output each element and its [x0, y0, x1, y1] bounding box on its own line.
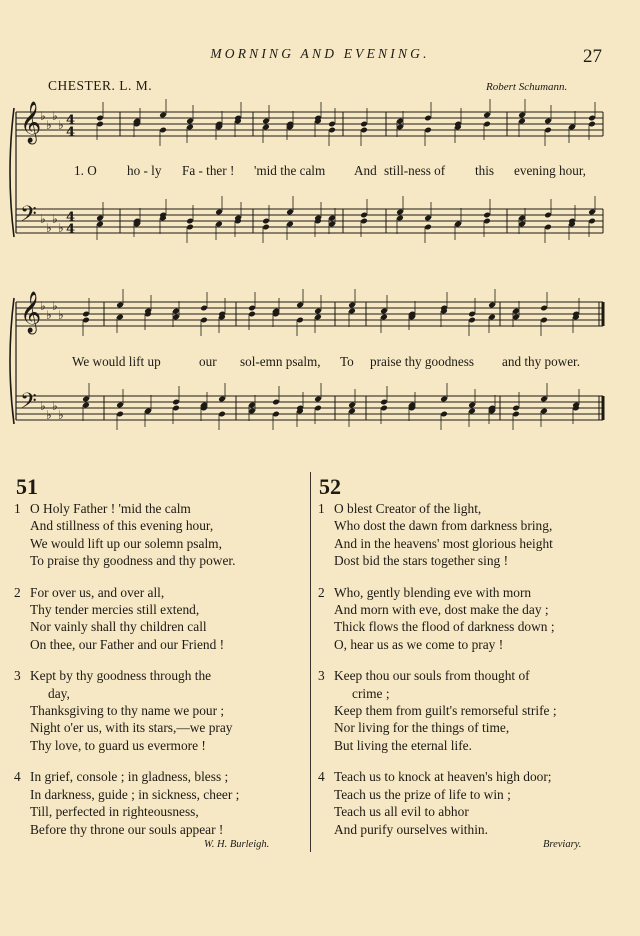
treble-1-time-top: 4 — [66, 113, 76, 128]
verse-line: Before thy throne our souls appear ! — [30, 821, 224, 837]
bass-2-clef: 𝄢 — [20, 389, 37, 419]
bass-1-clef: 𝄢 — [20, 202, 37, 232]
hymn52-verse-2 — [318, 584, 614, 654]
treble-2-flat: ♭ — [58, 308, 64, 322]
verse-line: For over us, and over all, — [30, 584, 165, 600]
treble-2-flat: ♭ — [52, 299, 58, 313]
lyric-2-6: and thy power. — [502, 354, 581, 369]
music-score — [0, 0, 640, 440]
verse-line: Keep them from guilt's remorseful strife ; — [334, 703, 557, 719]
verse-number: 3 — [14, 668, 21, 684]
verse-line: But living the eternal life. — [334, 737, 472, 753]
hymn52-verse-4 — [318, 768, 614, 838]
treble-1-flat: ♭ — [58, 118, 64, 132]
treble-2-flat: ♭ — [46, 308, 52, 322]
treble-1-flat: ♭ — [40, 109, 46, 123]
verse-line: On thee, our Father and our Friend ! — [30, 636, 225, 652]
tune-name: CHESTER. L. M. — [48, 78, 153, 93]
verse-line — [30, 500, 306, 517]
hymn51-attribution: W. H. Burleigh. — [204, 839, 270, 850]
verse-line: To praise thy goodness and thy power. — [30, 553, 236, 569]
system-brace-2 — [10, 298, 14, 424]
verse-line: Who dost the dawn from darkness bring, — [334, 518, 553, 534]
bass-2-flat: ♭ — [40, 399, 46, 413]
verse-number: 1 — [14, 501, 21, 516]
hymn51-verse-2 — [14, 584, 306, 654]
verse-line: Teach us all evil to abhor — [334, 804, 469, 820]
treble-1-flat: ♭ — [46, 118, 52, 132]
lyric-1-6: still-ness of — [384, 163, 446, 178]
verse-line: We would lift up our solemn psalm, — [30, 535, 222, 551]
verse-line: O, hear us as we come to pray ! — [334, 636, 504, 652]
treble-1-flat: ♭ — [52, 109, 58, 123]
treble-2-flat: ♭ — [40, 299, 46, 313]
hymn51-verse-4 — [14, 768, 306, 838]
lyric-2-1: We would lift up — [72, 354, 161, 369]
lyric-2-3: sol-emn psalm, — [240, 354, 321, 369]
lyric-2-4: To — [340, 354, 354, 369]
lyric-1-4: 'mid the calm — [254, 163, 326, 178]
verse-line: And stillness of this evening hour, — [30, 518, 214, 534]
verse-number: 4 — [14, 769, 21, 785]
verse-line: Thy tender mercies still extend, — [30, 602, 200, 618]
verse-line: Kept by thy goodness through the — [30, 668, 212, 684]
verse-line: O Holy Father ! 'mid the calm — [30, 501, 191, 516]
bass-1-flat: ♭ — [58, 221, 64, 235]
lyric-1-8: evening hour, — [514, 163, 586, 178]
composer: Robert Schumann. — [486, 81, 568, 93]
verse-line: Thanksgiving to thy name we pour ; — [30, 703, 225, 719]
verse-line: O blest Creator of the light, — [334, 501, 482, 516]
bass-2-flat: ♭ — [52, 399, 58, 413]
lyric-1-1: 1. O — [74, 163, 97, 178]
hymn-52 — [318, 500, 614, 838]
verse-number: 1 — [318, 501, 325, 516]
verse-number: 3 — [318, 668, 325, 684]
lyric-1-5: And — [354, 163, 377, 178]
verse-line: Who, gently blending eve with morn — [334, 584, 532, 600]
bass-2-flat: ♭ — [58, 408, 64, 422]
bass-1-flat: ♭ — [40, 212, 46, 226]
verse-line: Keep thou our souls from thought of — [334, 668, 530, 684]
verse-line: Teach us to knock at heaven's high door; — [334, 769, 552, 785]
running-header: MORNING AND EVENING. — [210, 46, 430, 61]
lyric-2-2: our — [199, 354, 217, 369]
verse-line: Teach us the prize of life to win ; — [334, 786, 511, 802]
hymn-number-51: 51 — [16, 474, 38, 499]
verse-line: In darkness, guide ; in sickness, cheer ; — [30, 786, 240, 802]
verse-number: 2 — [318, 584, 325, 600]
verse-line: In grief, console ; in gladness, bless ; — [30, 769, 229, 785]
page-number: 27 — [583, 46, 602, 67]
hymn52-verse-1 — [318, 500, 614, 570]
lyric-1-7: this — [475, 163, 495, 178]
verse-line: day, — [48, 685, 70, 701]
verse-line: Dost bid the stars together sing ! — [334, 553, 509, 569]
verse-line: Nor living for the things of time, — [334, 720, 510, 736]
verse-number: 2 — [14, 584, 21, 600]
hymn52-verse-3 — [318, 667, 614, 754]
verse-line: Till, perfected in righteousness, — [30, 804, 199, 820]
hymn51-verse-3 — [14, 667, 306, 754]
lyric-1-3: Fa - ther ! — [182, 163, 235, 178]
verse-line: And purify ourselves within. — [334, 821, 488, 837]
verse-line: Night o'er us, with its stars,—we pray — [30, 720, 233, 736]
hymn-51 — [14, 500, 306, 838]
bass-1-time-top: 4 — [66, 210, 76, 225]
hymn52-attribution: Breviary. — [543, 839, 582, 850]
verse-line: And in the heavens' most glorious height — [334, 535, 553, 551]
column-divider — [310, 472, 311, 852]
hymn51-verse-1 — [14, 500, 306, 570]
bass-1-flat: ♭ — [46, 221, 52, 235]
verse-number: 4 — [318, 769, 325, 785]
bass-1-flat: ♭ — [52, 212, 58, 226]
verse-line: crime ; — [352, 685, 390, 701]
lyric-1-2: ho - ly — [127, 163, 162, 178]
verse-line: Thick flows the flood of darkness down ; — [334, 619, 555, 635]
verse-line: Nor vainly shall thy children call — [30, 619, 207, 635]
treble-1-time-bottom: 4 — [66, 125, 76, 140]
treble-1-clef: 𝄞 — [20, 102, 42, 143]
verse-line: Thy love, to guard us evermore ! — [30, 737, 206, 753]
bass-2-flat: ♭ — [46, 408, 52, 422]
treble-2-clef: 𝄞 — [20, 292, 42, 333]
hymn-number-52: 52 — [319, 474, 341, 499]
verse-line: And morn with eve, dost make the day ; — [334, 602, 549, 618]
system-brace-1 — [10, 108, 14, 237]
bass-1-time-bottom: 4 — [66, 222, 76, 237]
lyric-2-5: praise thy goodness — [370, 354, 475, 369]
